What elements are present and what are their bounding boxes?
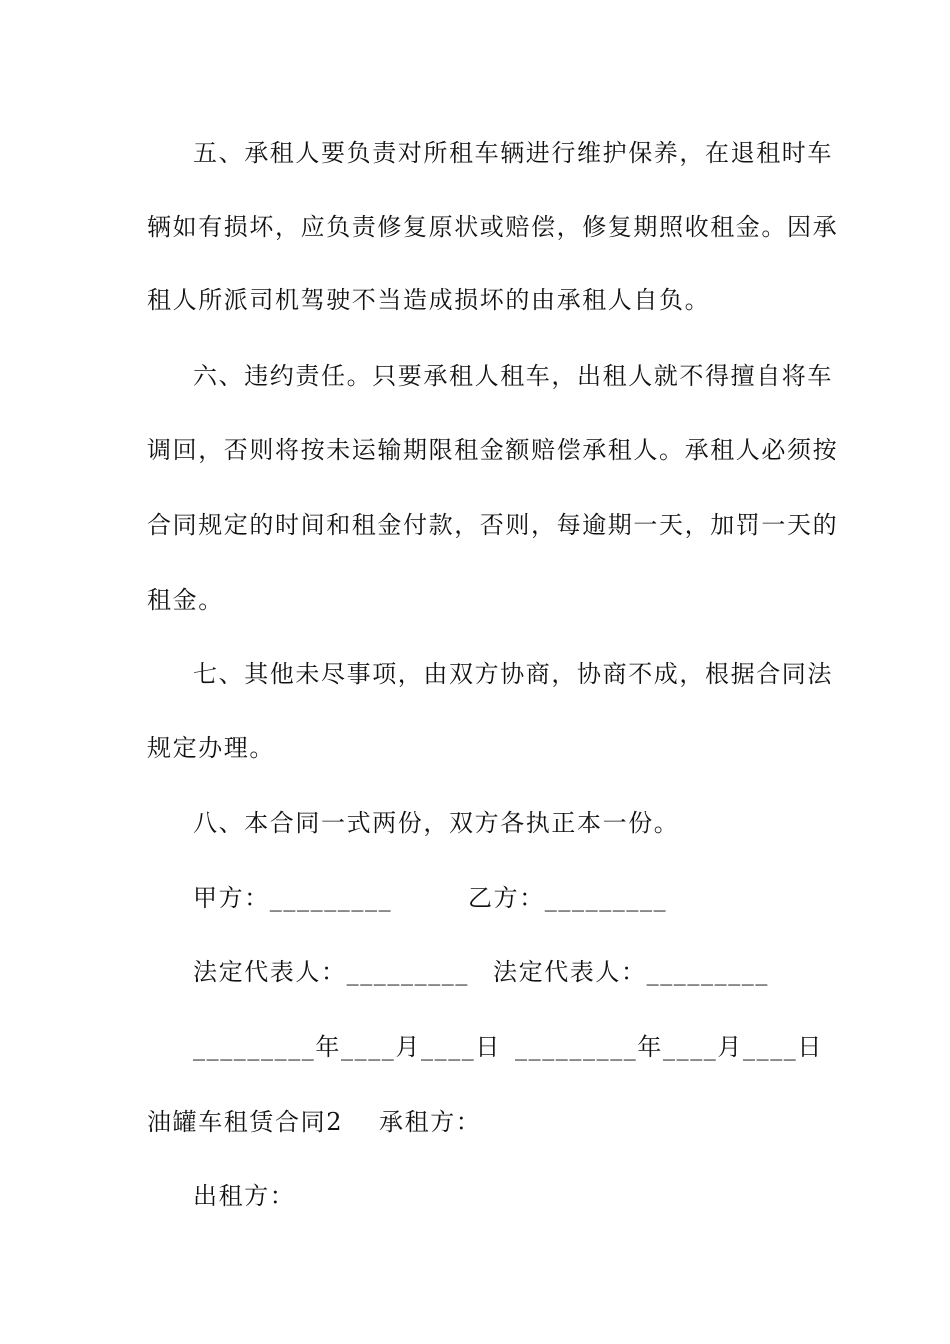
clause-5-line-2: 辆如有损坏，应负责修复原状或赔偿，修复期照收租金。因承 xyxy=(147,213,839,241)
signature-row-parties xyxy=(193,878,853,918)
clause-7-line-1: 七、其他未尽事项，由双方协商，协商不成，根据合同法 xyxy=(193,660,833,688)
clause-6-line-2: 调回，否则将按未运输期限租金额赔偿承租人。承租人必须按 xyxy=(147,436,839,464)
clause-7-line-2: 规定办理。 xyxy=(147,734,275,762)
signature-row-representatives xyxy=(193,952,853,992)
lessee-label: 承租方： xyxy=(379,1108,482,1136)
signature-row-dates xyxy=(193,1027,853,1067)
date-a-label: _________年____月____日 xyxy=(193,1033,501,1061)
next-contract-title-row xyxy=(147,1102,807,1142)
rep-a-label: 法定代表人：_________ xyxy=(193,958,469,986)
party-b-label: 乙方：_________ xyxy=(468,884,668,912)
next-contract-title: 油罐车租赁合同2 xyxy=(147,1108,344,1136)
clause-8-line-1: 八、本合同一式两份，双方各执正本一份。 xyxy=(193,809,680,837)
lessor-label: 出租方： xyxy=(193,1182,296,1210)
clause-6-line-4: 租金。 xyxy=(147,586,224,614)
clause-5-line-3: 租人所派司机驾驶不当造成损坏的由承租人自负。 xyxy=(147,286,711,314)
clause-6-line-1: 六、违约责任。只要承租人租车，出租人就不得擅自将车 xyxy=(193,362,833,390)
clause-6-line-3: 合同规定的时间和租金付款，否则，每逾期一天，加罚一天的 xyxy=(147,511,839,539)
rep-b-label: 法定代表人：_________ xyxy=(493,958,769,986)
clause-5-line-1: 五、承租人要负责对所租车辆进行维护保养，在退租时车 xyxy=(193,139,833,167)
date-b-label: _________年____月____日 xyxy=(515,1033,823,1061)
party-a-label: 甲方：_________ xyxy=(193,884,393,912)
